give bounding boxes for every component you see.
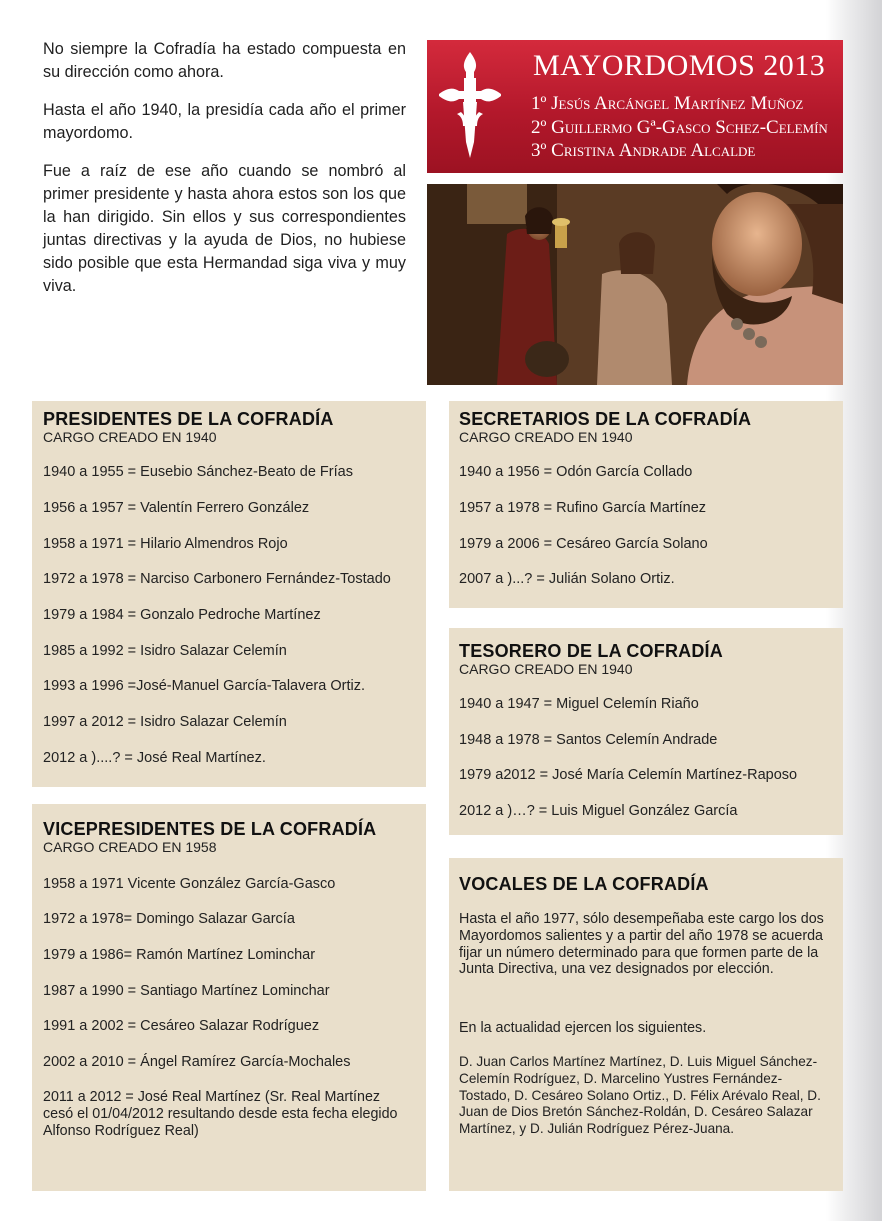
list-item: 1972 a 1978= Domingo Salazar García xyxy=(43,911,295,927)
list-item: 1956 a 1957 = Valentín Ferrero González xyxy=(43,500,310,516)
list-item: 1957 a 1978 = Rufino García Martínez xyxy=(459,500,707,516)
vicepresidentes-last-entry: 2011 a 2012 = José Real Martínez (Sr. Real Martínez cesó el 01/04/2012 resultando desde esta fecha elegido Alfonso Rodríguez Real) xyxy=(43,1089,398,1139)
banner-line-2: 2º Guillermo Gª-Gasco Schez-Celemín xyxy=(531,117,828,138)
list-item: 1972 a 1978 = Narciso Carbonero Fernández-Tostado xyxy=(43,571,391,587)
cross-of-santiago-icon xyxy=(437,50,503,160)
statues-illustration xyxy=(427,184,843,385)
intro-paragraph-2: Hasta el año 1940, la presidía cada año el primer mayordomo. xyxy=(43,101,406,142)
secretarios-subtitle: CARGO CREADO EN 1940 xyxy=(459,429,633,445)
tesorero-subtitle: CARGO CREADO EN 1940 xyxy=(459,661,633,677)
vocales-title: VOCALES DE LA COFRADÍA xyxy=(459,874,709,894)
intro-paragraph-3: Fue a raíz de ese año cuando se nombró al primer presidente y hasta ahora estos son los que la han dirigido. Sin ellos y sus correspondientes juntas directivas y la ayuda de Dios, no hubiese sido posible que esta Hermandad siga viva y muy viva. xyxy=(43,162,406,295)
list-item: 1993 a 1996 =José-Manuel García-Talavera Ortiz. xyxy=(43,678,365,694)
banner-line-3: 3º Cristina Andrade Alcalde xyxy=(531,140,756,161)
list-item: 1958 a 1971 = Hilario Almendros Rojo xyxy=(43,536,288,552)
vocales-paragraph-3: D. Juan Carlos Martínez Martínez, D. Luis Miguel Sánchez-Celemín Rodríguez, D. Marcelino Yustres Fernández-Tostado, D. Cesáreo Solano Ortiz., D. Félix Arévalo Real, D. Juan de Dios Bretón Sánchez-Roldán, D. Cesáreo Salazar Martínez, y D. Julián Rodríguez Pérez-Juana. xyxy=(459,1054,821,1137)
list-item: 1987 a 1990 = Santiago Martínez Lominchar xyxy=(43,983,330,999)
list-item: 1979 a 1984 = Gonzalo Pedroche Martínez xyxy=(43,607,321,623)
list-item: 2012 a )....? = José Real Martínez. xyxy=(43,750,266,766)
list-item: 1940 a 1947 = Miguel Celemín Riaño xyxy=(459,696,699,712)
list-item: 1979 a 2006 = Cesáreo García Solano xyxy=(459,536,708,552)
list-item: 2002 a 2010 = Ángel Ramírez García-Mochales xyxy=(43,1054,351,1070)
list-item: 1940 a 1955 = Eusebio Sánchez-Beato de Frías xyxy=(43,464,353,480)
list-item: 2012 a )…? = Luis Miguel González García xyxy=(459,803,738,819)
presidentes-subtitle: CARGO CREADO EN 1940 xyxy=(43,429,217,445)
presidentes-panel xyxy=(32,401,426,787)
banner-title: MAYORDOMOS 2013 xyxy=(533,49,826,82)
vocales-panel xyxy=(449,858,843,1191)
secretarios-panel xyxy=(449,401,843,608)
vicepresidentes-panel xyxy=(32,804,426,1191)
presidentes-title: PRESIDENTES DE LA COFRADÍA xyxy=(43,409,334,429)
list-item: 1940 a 1956 = Odón García Collado xyxy=(459,464,693,480)
list-item: 1997 a 2012 = Isidro Salazar Celemín xyxy=(43,714,287,730)
list-item: 1991 a 2002 = Cesáreo Salazar Rodríguez xyxy=(43,1018,320,1034)
banner-line-1: 1º Jesús Arcángel Martínez Muñoz xyxy=(531,93,804,114)
tesorero-title: TESORERO DE LA COFRADÍA xyxy=(459,641,723,661)
vocales-paragraph-2: En la actualidad ejercen los siguientes. xyxy=(459,1020,707,1036)
list-item: 1979 a2012 = José María Celemín Martínez-Raposo xyxy=(459,767,798,783)
tesorero-panel xyxy=(449,628,843,835)
procession-statues-photo xyxy=(427,184,843,385)
intro-text xyxy=(43,38,406,313)
intro-paragraph-1: No siempre la Cofradía ha estado compuesta en su dirección como ahora. xyxy=(43,40,406,81)
vocales-paragraph-1: Hasta el año 1977, sólo desempeñaba este cargo los dos Mayordomos salientes y a partir del año 1978 se acuerda fijar un número determinado para que formen parte de la Junta Directiva, una vez designados por elección. xyxy=(459,911,824,978)
list-item: 1948 a 1978 = Santos Celemín Andrade xyxy=(459,732,718,748)
list-item: 2007 a )...? = Julián Solano Ortiz. xyxy=(459,571,675,587)
mayordomos-banner xyxy=(427,40,843,173)
vicepresidentes-title: VICEPRESIDENTES DE LA COFRADÍA xyxy=(43,819,377,839)
vicepresidentes-subtitle: CARGO CREADO EN 1958 xyxy=(43,839,217,855)
list-item: 1958 a 1971 Vicente González García-Gasco xyxy=(43,876,336,892)
list-item: 1985 a 1992 = Isidro Salazar Celemín xyxy=(43,643,287,659)
secretarios-title: SECRETARIOS DE LA COFRADÍA xyxy=(459,409,752,429)
list-item: 1979 a 1986= Ramón Martínez Lominchar xyxy=(43,947,316,963)
